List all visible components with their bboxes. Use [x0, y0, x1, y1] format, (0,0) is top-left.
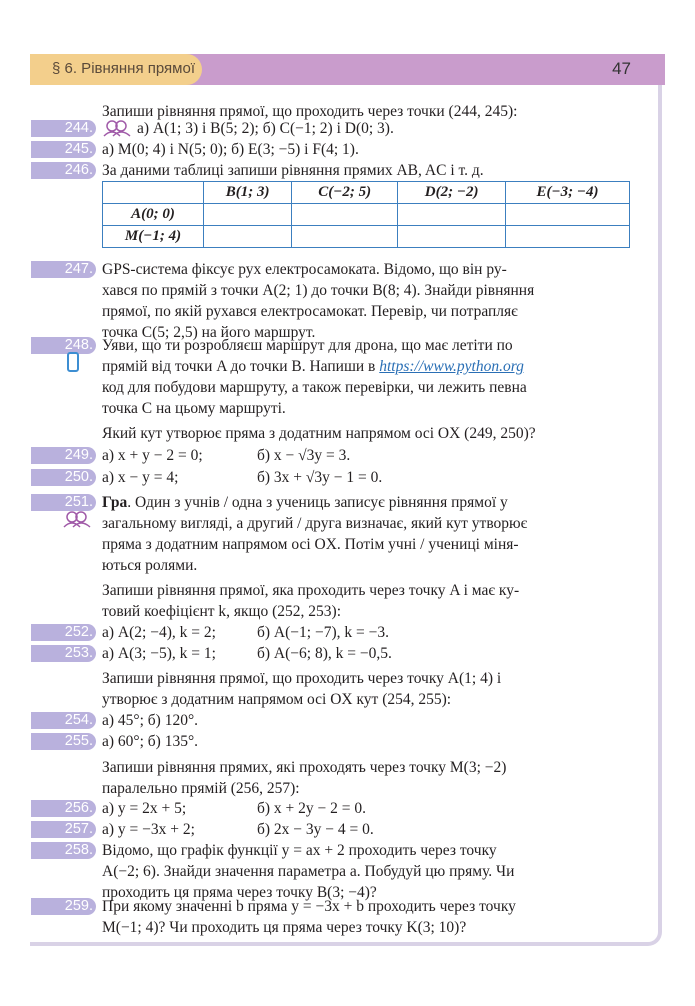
smartphone-icon [67, 352, 79, 372]
exercise-250-b: б) 3x + √3y − 1 = 0. [257, 469, 383, 486]
exercise-number-255: 255. [31, 733, 96, 750]
table-cell [204, 226, 292, 248]
exercise-249-b: б) x − √3y = 3. [257, 447, 351, 464]
exercise-number-244: 244. [31, 120, 96, 137]
table-cell [292, 204, 398, 226]
table-row [103, 204, 630, 226]
exercise-259-line: При якому значенні b пряма y = −3x + b проходить через точку [102, 898, 516, 915]
exercise-248-line: точка C на цьому маршруті. [102, 400, 286, 417]
exercise-number-254: 254. [31, 712, 96, 729]
table-header-cell [103, 182, 204, 204]
exercise-number-247: 247. [31, 261, 96, 278]
exercise-250 [102, 467, 632, 489]
exercise-244-text: а) A(1; 3) і B(5; 2); б) C(−1; 2) і D(0; 3). [137, 120, 394, 137]
exercise-number-249: 249. [31, 447, 96, 464]
exercise-257 [102, 819, 632, 841]
exercise-number-251: 251. [31, 494, 96, 511]
exercise-246-text: За даними таблиці запиши рівняння прямих AB, AC і т. д. [102, 162, 484, 179]
exercise-253-b: б) A(−6; 8), k = −0,5. [257, 645, 392, 662]
exercise-248-line: Уяви, що ти розробляєш маршрут для дрона, що має летіти по [102, 337, 513, 354]
intro-252-253: Запиши рівняння прямої, яка проходить через точку A і має ку- [102, 582, 520, 599]
exercise-247-line: точка C(5; 2,5) на його маршрут. [102, 324, 316, 341]
exercise-number-257: 257. [31, 821, 96, 838]
intro-249-250: Який кут утворює пряма з додатним напрямом осі OX (249, 250)? [102, 425, 536, 442]
table-row-header: A(0; 0) [103, 204, 204, 226]
exercise-256 [102, 798, 632, 820]
python-link[interactable]: https://www.python.org [379, 358, 524, 375]
points-table [102, 181, 630, 248]
exercise-number-258: 258. [31, 842, 96, 859]
exercise-255-text: а) 60°; б) 135°. [102, 733, 199, 750]
exercise-248-line [102, 356, 632, 378]
table-header-row [103, 182, 630, 204]
exercise-258-line: Відомо, що графік функції y = ax + 2 проходить через точку [102, 842, 497, 859]
pair-work-icon [102, 119, 132, 137]
exercise-252-a: а) A(2; −4), k = 2; [102, 624, 216, 641]
exercise-258-line: проходить ця пряма через точку B(3; −4)? [102, 884, 377, 901]
exercise-258-line: A(−2; 6). Знайди значення параметра a. Побудуй цю пряму. Чи [102, 863, 515, 880]
table-row [103, 226, 630, 248]
group-work-icon [62, 510, 92, 528]
exercise-number-250: 250. [31, 469, 96, 486]
exercise-252 [102, 622, 632, 644]
exercise-number-259: 259. [31, 898, 96, 915]
exercise-257-b: б) 2x − 3y − 4 = 0. [257, 821, 374, 838]
table-header-cell: D(2; −2) [398, 182, 506, 204]
table-cell [398, 204, 506, 226]
exercise-251-line: загальному вигляді, а другий / друга визначає, який кут утворює [102, 515, 528, 532]
exercise-number-245: 245. [31, 141, 96, 158]
table-header-cell: C(−2; 5) [292, 182, 398, 204]
exercise-253-a: а) A(3; −5), k = 1; [102, 645, 216, 662]
table-header-cell: E(−3; −4) [505, 182, 629, 204]
exercise-257-a: а) y = −3x + 2; [102, 821, 195, 838]
intro-254-255: утворює з додатним напрямом осі OX кут (254, 255): [102, 691, 452, 708]
table-cell [204, 204, 292, 226]
exercise-247-line: прямої, по якій рухався електросамокат. Перевір, чи потрапляє [102, 303, 518, 320]
exercise-254-text: а) 45°; б) 120°. [102, 712, 199, 729]
exercise-248-line: код для побудови маршруту, а також перевірки, чи лежить певна [102, 379, 527, 396]
intro-244-245: Запиши рівняння прямої, що проходить через точки (244, 245): [102, 103, 518, 120]
exercise-247-line: хався по прямій з точки A(2; 1) до точки B(8; 4). Знайди рівняння [102, 282, 535, 299]
exercise-248-prefix: прямій від точки A до точки B. Напиши в [102, 358, 380, 375]
exercise-251-line: ються ролями. [102, 557, 198, 574]
exercise-251-line: пряма з додатним напрямом осі OX. Потім учні / учениці міня- [102, 536, 519, 553]
page-number: 47 [612, 59, 631, 78]
table-cell [292, 226, 398, 248]
intro-256-257: паралельно прямій (256, 257): [102, 780, 300, 797]
exercise-number-253: 253. [31, 645, 96, 662]
table-cell [505, 226, 629, 248]
exercise-249-a: а) x + y − 2 = 0; [102, 447, 203, 464]
exercise-number-248: 248. [31, 337, 96, 354]
exercise-253 [102, 643, 632, 665]
exercise-251-line [102, 492, 632, 514]
exercise-256-b: б) x + 2y − 2 = 0. [257, 800, 367, 817]
table-header-cell: B(1; 3) [204, 182, 292, 204]
exercise-250-a: а) x − y = 4; [102, 469, 179, 486]
intro-256-257: Запиши рівняння прямих, які проходять через точку M(3; −2) [102, 759, 507, 776]
exercise-251-text: . Один з учнів / одна з учениць записує рівняння прямої у [127, 494, 508, 511]
intro-254-255: Запиши рівняння прямої, що проходить через точку A(1; 4) і [102, 670, 502, 687]
exercise-252-b: б) A(−1; −7), k = −3. [257, 624, 389, 641]
exercise-247-line: GPS-система фіксує рух електросамоката. Відомо, що він ру- [102, 261, 507, 278]
exercise-259-line: M(−1; 4)? Чи проходить ця пряма через точку K(3; 10)? [102, 919, 467, 936]
section-title: § 6. Рівняння прямої [52, 60, 195, 77]
intro-252-253: товий коефіцієнт k, якщо (252, 253): [102, 603, 342, 620]
exercise-number-246: 246. [31, 162, 96, 179]
table-cell [398, 226, 506, 248]
table-row-header: M(−1; 4) [103, 226, 204, 248]
exercise-249 [102, 445, 632, 467]
exercise-number-256: 256. [31, 800, 96, 817]
game-label: Гра [102, 494, 128, 511]
exercise-245-text: а) M(0; 4) і N(5; 0); б) E(3; −5) і F(4; 1). [102, 141, 359, 158]
exercise-number-252: 252. [31, 624, 96, 641]
exercise-256-a: а) y = 2x + 5; [102, 800, 187, 817]
table-cell [505, 204, 629, 226]
